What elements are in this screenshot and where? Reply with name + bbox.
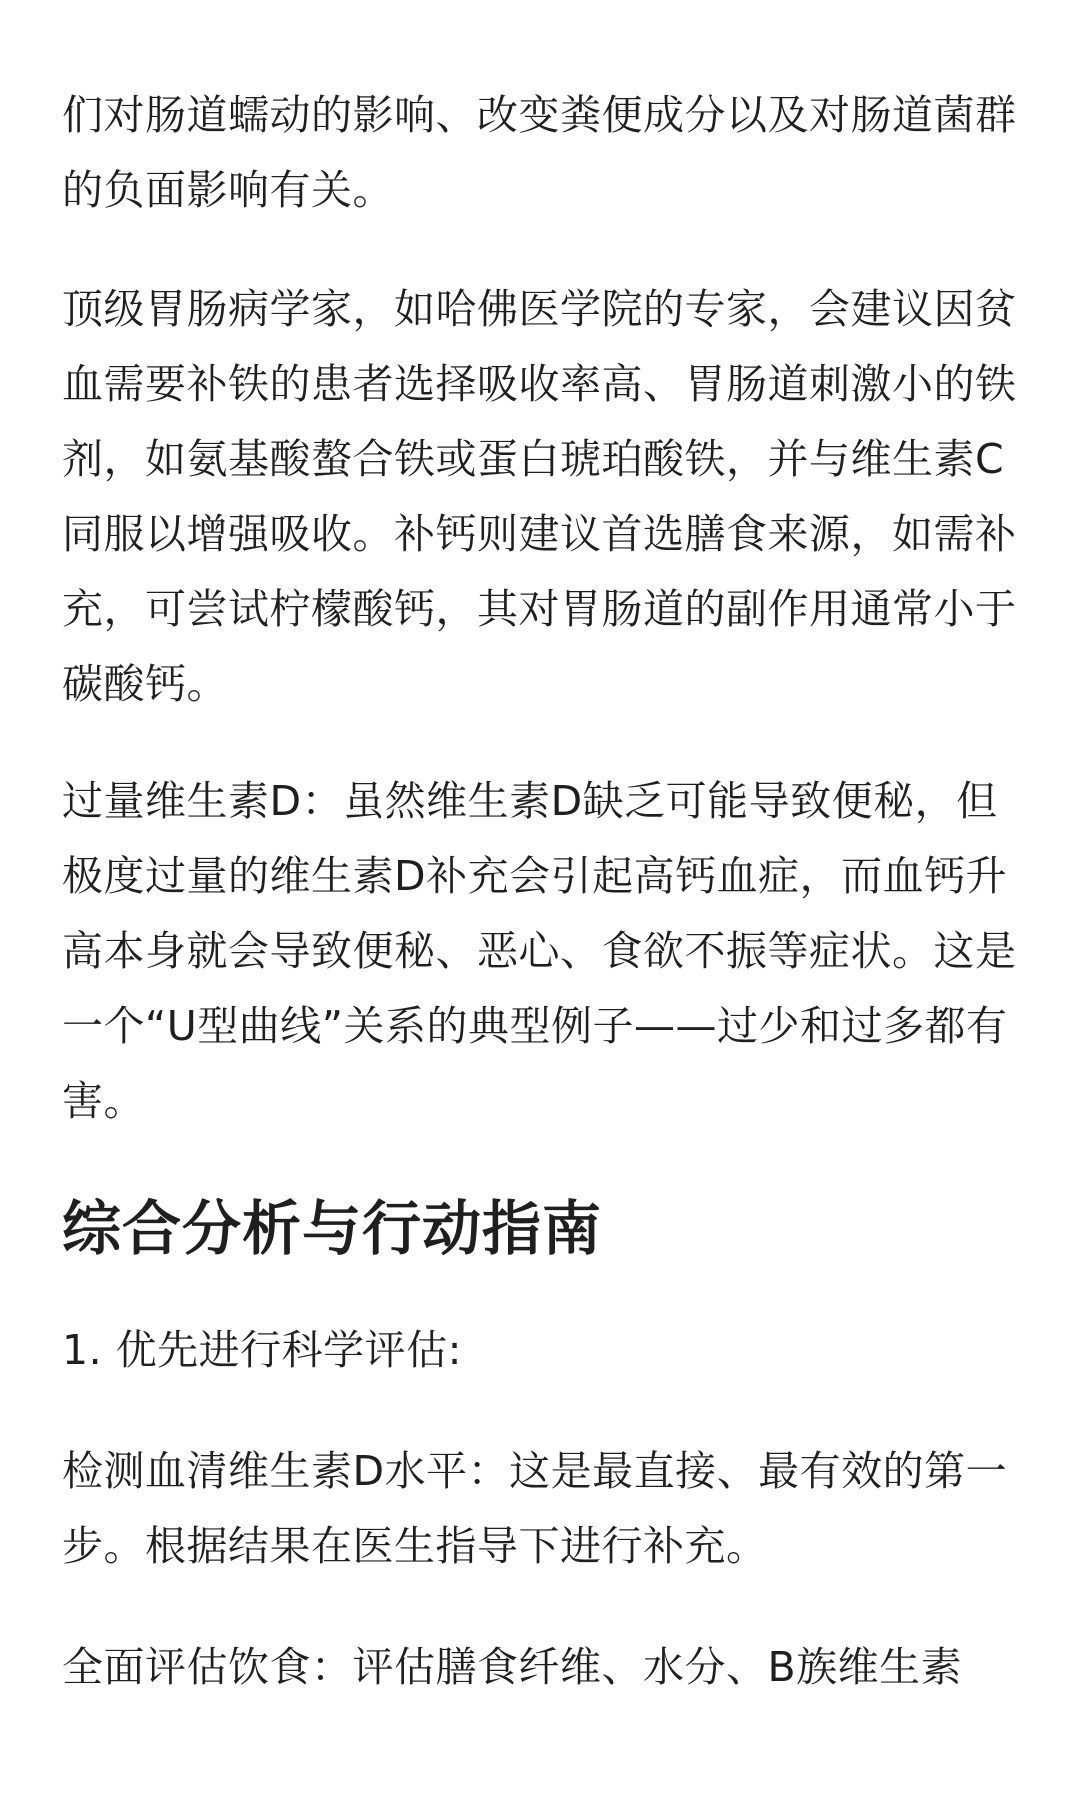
step-item-diet-assessment: 全面评估饮食：评估膳食纤维、水分、B族维生素 [62,1643,963,1691]
section-title: 综合分析与行动指南 [62,1194,603,1263]
step-item-vitamin-d-test: 检测血清维生素D水平：这是最直接、最有效的第一步。根据结果在医生指导下进行补充。 [62,1447,1008,1570]
paragraph-iron-calcium-advice: 顶级胃肠病学家，如哈佛医学院的专家，会建议因贫血需要补铁的患者选择吸收率高、胃肠道刺激小的铁剂，如氨基酸螯合铁或蛋白琥珀酸铁，并与维生素C同服以增强吸收。补钙则建议首选膳食来源，如需补充，可尝试柠檬酸钙，其对胃肠道的副作用通常小于碳酸钙。 [62,285,1017,708]
paragraph-gut-flora: 们对肠道蠕动的影响、改变粪便成分以及对肠道菌群的负面影响有关。 [62,91,1017,214]
article-body [62,78,1030,1705]
paragraph-vitamin-d-excess: 过量维生素D：虽然维生素D缺乏可能导致便秘，但极度过量的维生素D补充会引起高钙血症，而血钙升高本身就会导致便秘、恶心、食欲不振等症状。这是一个“U型曲线”关系的典型例子——过少和过多都有害。 [62,777,1017,1125]
step-heading: 1. 优先进行科学评估: [62,1326,462,1374]
